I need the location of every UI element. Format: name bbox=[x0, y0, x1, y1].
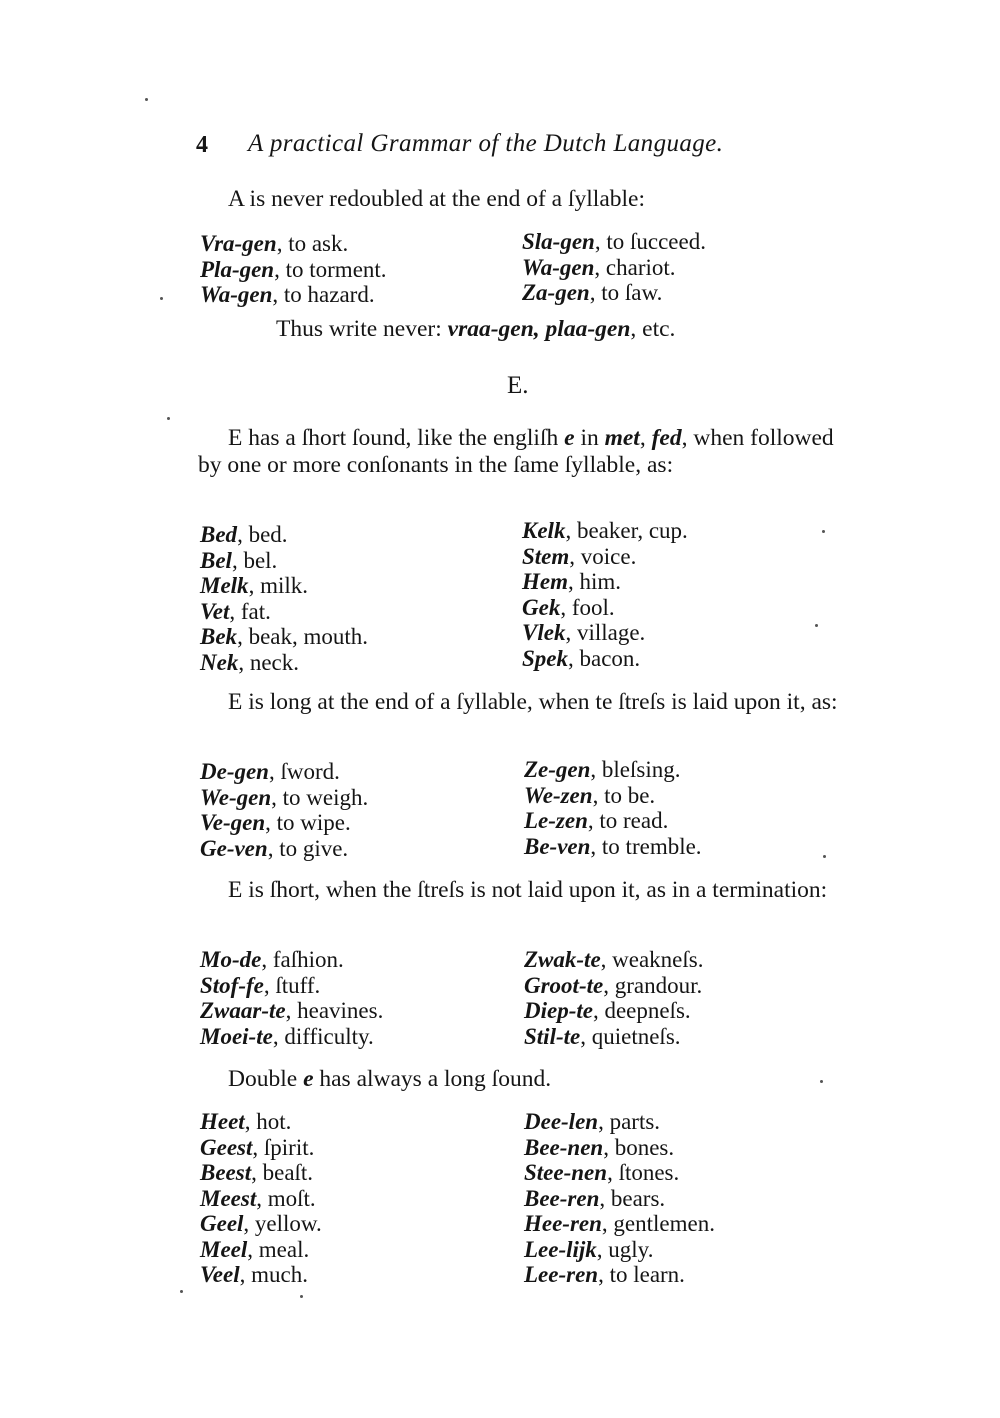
dutch-word: Gek bbox=[522, 594, 561, 620]
dutch-word: Lee-ren bbox=[524, 1262, 599, 1287]
e-long-examples-right bbox=[524, 757, 702, 859]
english-gloss: , difficulty. bbox=[272, 1023, 374, 1049]
dutch-word: Melk bbox=[200, 573, 249, 598]
example-entry bbox=[200, 522, 368, 548]
example-entry bbox=[524, 1211, 715, 1237]
p4-part-a: Double bbox=[228, 1066, 304, 1092]
english-gloss: , hot. bbox=[244, 1109, 292, 1134]
english-gloss: , quietneſs. bbox=[580, 1023, 681, 1049]
note-suffix: , etc. bbox=[630, 316, 676, 342]
example-entry bbox=[524, 808, 702, 834]
dutch-word: Vra-gen bbox=[200, 231, 277, 256]
example-entry bbox=[524, 1237, 715, 1263]
running-header bbox=[196, 128, 796, 164]
example-entry bbox=[524, 947, 703, 973]
example-entry bbox=[524, 1186, 715, 1212]
example-entry bbox=[522, 229, 706, 255]
example-entry bbox=[524, 834, 702, 860]
e-short-examples-left bbox=[200, 522, 368, 675]
english-gloss: , heavines. bbox=[285, 998, 384, 1023]
example-entry bbox=[522, 518, 688, 544]
scan-speck bbox=[160, 297, 163, 300]
example-entry bbox=[200, 650, 368, 676]
example-entry bbox=[524, 1160, 715, 1186]
example-entry bbox=[522, 646, 688, 672]
english-gloss: , ſpirit. bbox=[252, 1134, 315, 1160]
english-gloss: , to give. bbox=[267, 835, 349, 861]
english-gloss: , ſword. bbox=[268, 759, 340, 784]
e-long-examples-left bbox=[200, 759, 368, 861]
english-gloss: , beaſt. bbox=[251, 1160, 314, 1185]
english-gloss: , bacon. bbox=[568, 645, 641, 671]
p1-part-a: E has a ſhort ſound, like the engliſh bbox=[228, 425, 565, 451]
example-entry bbox=[522, 620, 688, 646]
english-gloss: , milk. bbox=[248, 573, 308, 598]
example-entry bbox=[524, 783, 702, 809]
example-entry bbox=[200, 1262, 322, 1288]
dutch-word: Wa-gen bbox=[200, 282, 273, 307]
dutch-word: Vet bbox=[200, 598, 230, 624]
english-gloss: , fat. bbox=[229, 598, 271, 624]
dutch-word: Spek bbox=[522, 645, 568, 671]
dutch-word: Bek bbox=[200, 624, 238, 649]
english-gloss: , ſtones. bbox=[607, 1160, 680, 1185]
example-entry bbox=[200, 1024, 383, 1050]
example-entry bbox=[200, 1237, 322, 1263]
scan-speck bbox=[815, 624, 818, 627]
english-gloss: , to tremble. bbox=[590, 833, 702, 859]
example-entry bbox=[200, 998, 383, 1024]
dutch-word: Bed bbox=[200, 522, 238, 547]
p1-part-d: , when followed by one or more conſonants in the ſame ſyllable, as: bbox=[198, 425, 834, 478]
example-entry bbox=[200, 836, 368, 862]
example-entry bbox=[200, 785, 368, 811]
english-gloss: , bel. bbox=[231, 547, 278, 573]
dutch-word: Veel bbox=[200, 1262, 240, 1287]
example-entry bbox=[522, 595, 688, 621]
a-rule-paragraph: A is never redoubled at the end of a ſyllable: bbox=[228, 186, 645, 212]
dutch-word: Stem bbox=[522, 543, 570, 569]
example-entry bbox=[200, 257, 387, 283]
double-e-examples-left bbox=[200, 1109, 322, 1288]
dutch-word: Groot-te bbox=[524, 972, 604, 998]
english-gloss: , to learn. bbox=[598, 1262, 685, 1287]
english-gloss: , much. bbox=[239, 1262, 308, 1287]
english-gloss: , to ſucceed. bbox=[594, 229, 706, 254]
double-e-examples-right bbox=[524, 1109, 715, 1288]
example-entry bbox=[524, 1024, 703, 1050]
p4-part-b: has always a long ſound. bbox=[313, 1066, 552, 1092]
english-gloss: , grandour. bbox=[603, 972, 703, 998]
english-gloss: , to be. bbox=[592, 782, 656, 808]
dutch-word: Be-ven bbox=[524, 833, 591, 859]
p1-letter-e: e bbox=[564, 425, 575, 451]
english-gloss: , chariot. bbox=[594, 254, 676, 280]
english-gloss: , beak, mouth. bbox=[237, 624, 369, 649]
scan-speck bbox=[823, 855, 826, 858]
dutch-word: Bee-nen bbox=[524, 1134, 604, 1160]
english-gloss: , parts. bbox=[598, 1109, 661, 1134]
english-gloss: , bed. bbox=[237, 522, 288, 547]
english-gloss: , him. bbox=[568, 569, 622, 594]
e-termination-examples-left bbox=[200, 947, 383, 1049]
example-entry bbox=[200, 1109, 322, 1135]
english-gloss: , bones. bbox=[603, 1134, 675, 1160]
dutch-word: Za-gen bbox=[522, 280, 590, 305]
dutch-word: Diep-te bbox=[524, 998, 593, 1023]
page-number: 4 bbox=[196, 132, 208, 158]
english-gloss: , village. bbox=[565, 620, 646, 645]
dutch-word: Geest bbox=[200, 1134, 253, 1160]
example-entry bbox=[200, 759, 368, 785]
dutch-word: Meest bbox=[200, 1185, 257, 1211]
english-gloss: , to wipe. bbox=[265, 810, 351, 835]
dutch-word: Kelk bbox=[522, 518, 566, 543]
dutch-word: Dee-len bbox=[524, 1109, 599, 1134]
scan-speck bbox=[822, 530, 825, 533]
dutch-word: Sla-gen bbox=[522, 229, 595, 254]
p1-part-c: , bbox=[639, 425, 652, 451]
english-gloss: , voice. bbox=[569, 543, 637, 569]
english-gloss: , weakneſs. bbox=[600, 947, 704, 972]
english-gloss: , bleſsing. bbox=[590, 757, 681, 782]
dutch-word: Hee-ren bbox=[524, 1211, 602, 1236]
dutch-word: Ze-gen bbox=[524, 757, 591, 782]
scan-speck bbox=[820, 1080, 823, 1083]
english-gloss: , to weigh. bbox=[271, 784, 369, 810]
example-entry bbox=[522, 255, 706, 281]
double-e-rule-paragraph bbox=[198, 1066, 848, 1093]
dutch-word: Hem bbox=[522, 569, 568, 594]
english-gloss: , gentlemen. bbox=[601, 1211, 715, 1236]
english-gloss: , ugly. bbox=[596, 1236, 654, 1262]
english-gloss: , fool. bbox=[560, 594, 615, 620]
dutch-word: Pla-gen bbox=[200, 256, 275, 282]
example-entry bbox=[200, 947, 383, 973]
example-entry bbox=[522, 544, 688, 570]
p1-word-fed: fed bbox=[651, 425, 682, 451]
dutch-word: Stee-nen bbox=[524, 1160, 608, 1185]
scan-speck bbox=[180, 1290, 183, 1293]
p1-part-b: in bbox=[574, 425, 605, 451]
p1-word-met: met bbox=[604, 425, 640, 451]
dutch-word: De-gen bbox=[200, 759, 269, 784]
dutch-word: Meel bbox=[200, 1236, 248, 1262]
dutch-word: Ve-gen bbox=[200, 810, 266, 835]
english-gloss: , meal. bbox=[247, 1236, 310, 1262]
e-long-rule-paragraph: E is long at the end of a ſyllable, when te ſtreſs is laid upon it, as: bbox=[228, 689, 838, 715]
e-termination-examples-right bbox=[524, 947, 703, 1049]
english-gloss: , faſhion. bbox=[261, 947, 344, 972]
example-entry bbox=[524, 998, 703, 1024]
section-heading-e: E. bbox=[507, 372, 529, 399]
dutch-word: Zwak-te bbox=[524, 947, 601, 972]
example-entry bbox=[200, 1186, 322, 1212]
example-entry bbox=[200, 810, 368, 836]
example-entry bbox=[200, 548, 368, 574]
dutch-word: Lee-lijk bbox=[524, 1236, 597, 1262]
note-terms: vraa-gen, plaa-gen bbox=[447, 316, 631, 342]
english-gloss: , to ask. bbox=[276, 231, 349, 256]
english-gloss: , to read. bbox=[587, 808, 669, 833]
dutch-word: Stil-te bbox=[524, 1023, 581, 1049]
dutch-word: Bee-ren bbox=[524, 1185, 600, 1211]
example-entry bbox=[200, 231, 387, 257]
dutch-word: We-gen bbox=[200, 784, 272, 810]
english-gloss: , to ſaw. bbox=[589, 280, 663, 305]
dutch-word: Wa-gen bbox=[522, 254, 595, 280]
note-prefix: Thus write never: bbox=[276, 316, 448, 342]
example-entry bbox=[524, 1109, 715, 1135]
english-gloss: , to torment. bbox=[274, 256, 387, 282]
a-note-paragraph bbox=[276, 316, 836, 343]
p4-letter-e: e bbox=[303, 1066, 314, 1092]
english-gloss: , neck. bbox=[238, 649, 299, 675]
dutch-word: Ge-ven bbox=[200, 835, 268, 861]
example-entry bbox=[200, 1160, 322, 1186]
example-entry bbox=[200, 973, 383, 999]
dutch-word: Zwaar-te bbox=[200, 998, 286, 1023]
example-entry bbox=[524, 1135, 715, 1161]
english-gloss: , ſtuff. bbox=[263, 972, 321, 998]
example-entry bbox=[200, 624, 368, 650]
example-entry bbox=[200, 573, 368, 599]
dutch-word: Beest bbox=[200, 1160, 252, 1185]
example-entry bbox=[522, 569, 688, 595]
e-termination-rule-paragraph: E is ſhort, when the ſtreſs is not laid upon it, as in a termination: bbox=[228, 877, 828, 903]
dutch-word: Bel bbox=[200, 547, 232, 573]
example-entry bbox=[522, 280, 706, 306]
dutch-word: Heet bbox=[200, 1109, 245, 1134]
example-entry bbox=[524, 973, 703, 999]
example-entry bbox=[200, 599, 368, 625]
example-entry bbox=[200, 1135, 322, 1161]
english-gloss: , deepneſs. bbox=[592, 998, 691, 1023]
example-entry bbox=[200, 282, 387, 308]
english-gloss: , bears. bbox=[599, 1185, 666, 1211]
english-gloss: , yellow. bbox=[243, 1211, 322, 1236]
scan-speck bbox=[300, 1295, 303, 1298]
e-short-examples-right bbox=[522, 518, 688, 671]
english-gloss: , to hazard. bbox=[272, 282, 375, 307]
example-entry bbox=[524, 1262, 715, 1288]
dutch-word: We-zen bbox=[524, 782, 593, 808]
a-examples-right bbox=[522, 229, 706, 306]
dutch-word: Mo-de bbox=[200, 947, 262, 972]
english-gloss: , beaker, cup. bbox=[565, 518, 688, 543]
e-short-rule-paragraph bbox=[198, 425, 848, 479]
dutch-word: Geel bbox=[200, 1211, 244, 1236]
dutch-word: Nek bbox=[200, 649, 239, 675]
scan-speck bbox=[167, 417, 170, 420]
scan-speck bbox=[145, 98, 148, 101]
example-entry bbox=[524, 757, 702, 783]
dutch-word: Moei-te bbox=[200, 1023, 273, 1049]
dutch-word: Le-zen bbox=[524, 808, 588, 833]
example-entry bbox=[200, 1211, 322, 1237]
dutch-word: Stof-fe bbox=[200, 972, 264, 998]
dutch-word: Vlek bbox=[522, 620, 566, 645]
english-gloss: , moſt. bbox=[256, 1185, 316, 1211]
running-title: A practical Grammar of the Dutch Language. bbox=[248, 130, 724, 157]
a-examples-left bbox=[200, 231, 387, 308]
